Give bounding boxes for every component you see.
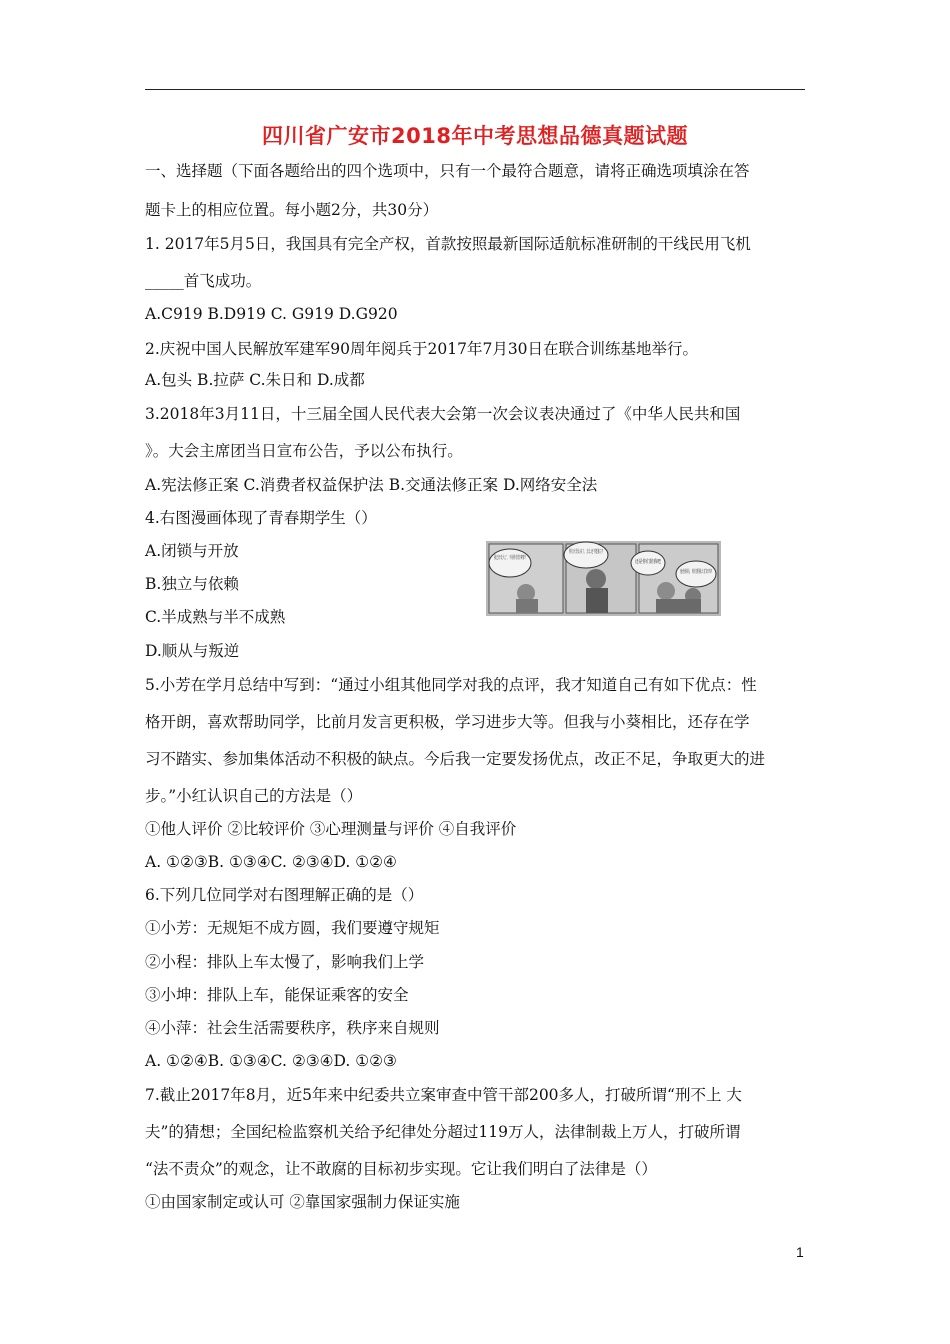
question-6-options: A. ①②④B. ①③④C. ②③④D. ①②③ — [145, 1052, 397, 1070]
question-1-options: A.C919 B.D919 C. G919 D.G920 — [145, 305, 398, 323]
question-6-item-1: ①小芳：无规矩不成方圆，我们要遵守规矩 — [145, 919, 440, 937]
figure-head-3 — [657, 582, 675, 600]
bubble-text-1 — [494, 554, 526, 561]
figure-body-2 — [586, 588, 608, 613]
question-7-cont-1: 夫”的猜想；全国纪检监察机关给予纪律处分超过119万人，法律制裁上万人，打破所谓 — [145, 1123, 741, 1141]
header-rule — [145, 89, 805, 90]
question-7-cont-2: “法不责众”的观念，让不敢腐的目标初步实现。它让我们明白了法律是（） — [145, 1160, 657, 1178]
question-6: 6.下列几位同学对右图理解正确的是（） — [145, 886, 424, 904]
figure-head-2 — [586, 569, 606, 589]
question-4-option-d: D.顺从与叛逆 — [145, 642, 240, 660]
question-7-items: ①由国家制定或认可 ②靠国家强制力保证实施 — [145, 1193, 460, 1211]
bubble-text-2 — [569, 548, 603, 555]
comic-image — [486, 541, 721, 616]
question-1: 1. 2017年5月5日，我国具有完全产权，首款按照最新国际适航标准研制的干线民用飞机 — [145, 235, 751, 253]
question-4-option-b: B.独立与依赖 — [145, 575, 239, 593]
figure-body-3 — [656, 599, 701, 613]
figure-body-1 — [516, 599, 538, 613]
question-3-options: A.宪法修正案 C.消费者权益保护法 B.交通法修正案 D.网络安全法 — [145, 476, 598, 494]
question-3: 3.2018年3月11日，十三届全国人民代表大会第一次会议表决通过了《中华人民共和国 — [145, 405, 741, 423]
section-instruction: 一、选择题（下面各题给出的四个选项中，只有一个最符合题意，请将正确选项填涂在答 — [145, 162, 750, 180]
speech-bubble-2 — [564, 542, 608, 568]
question-5: 5.小芳在学月总结中写到：“通过小组其他同学对我的点评，我才知道自己有如下优点：性 — [145, 676, 757, 694]
question-5-items: ①他人评价 ②比较评价 ③心理测量与评价 ④自我评价 — [145, 820, 517, 838]
question-6-item-4: ④小萍：社会生活需要秩序，秩序来自规则 — [145, 1019, 440, 1037]
question-5-cont-1: 格开朗，喜欢帮助同学，比前月发言更积极，学习进步大等。但我与小葵相比，还存在学 — [145, 713, 750, 731]
section-instruction-cont: 题卡上的相应位置。每小题2分，共30分） — [145, 201, 439, 219]
question-2: 2.庆祝中国人民解放军建军90周年阅兵于2017年7月30日在联合训练基地举行。 — [145, 340, 699, 358]
question-7: 7.截止2017年8月，近5年来中纪委共立案审查中管干部200多人，打破所谓“刑不上 大 — [145, 1086, 742, 1104]
bubble-text-4 — [680, 568, 712, 575]
question-5-cont-2: 习不踏实、参加集体活动不积极的缺点。今后我一定要发扬优点，改正不足，争取更大的进 — [145, 750, 766, 768]
question-4: 4.右图漫画体现了青春期学生（） — [145, 509, 377, 527]
question-1-cont: _____首飞成功。 — [145, 272, 262, 290]
question-3-cont: 》。大会主席团当日宣布公告，予以公布执行。 — [145, 442, 463, 460]
page-number: 1 — [796, 1244, 804, 1260]
bubble-text-3: 还是你们陪我吧 — [635, 559, 671, 565]
question-6-item-2: ②小程：排队上车太慢了，影响我们上学 — [145, 953, 425, 971]
speech-bubble-1 — [489, 549, 531, 577]
question-4-option-c: C.半成熟与半不成熟 — [145, 608, 286, 626]
question-6-item-3: ③小坤：排队上车，能保证乘客的安全 — [145, 986, 409, 1004]
question-5-cont-3: 步。”小红认识自己的方法是（） — [145, 787, 363, 805]
question-4-option-a: A.闭锁与开放 — [145, 542, 239, 560]
question-5-options: A. ①②③B. ①③④C. ②③④D. ①②④ — [145, 853, 397, 871]
page-title: 四川省广安市2018年中考思想品德真题试题 — [262, 124, 688, 148]
question-2-options: A.包头 B.拉萨 C.朱日和 D.成都 — [145, 371, 365, 389]
